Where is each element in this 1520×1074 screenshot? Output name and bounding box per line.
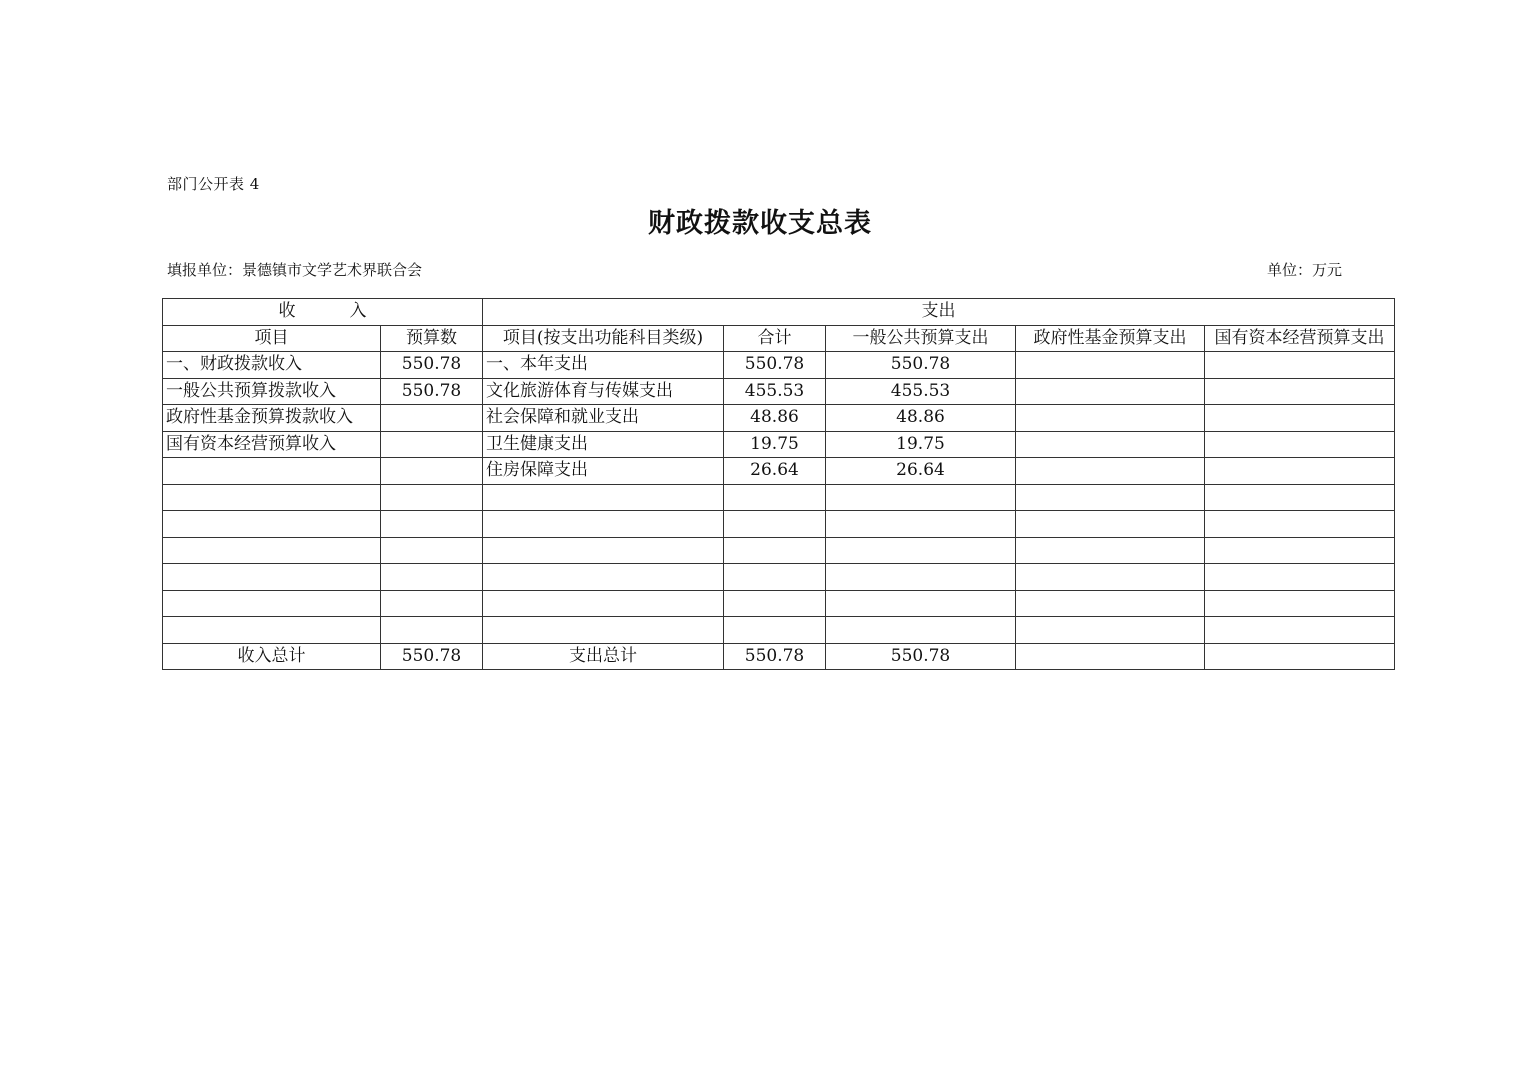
cell-state-capital [1205, 431, 1395, 458]
totals-row [163, 643, 1395, 670]
cell-gov-fund [1016, 537, 1205, 564]
page-title: 财政拨款收支总表 [648, 208, 872, 239]
cell-income-item: 国有资本经营预算收入 [163, 431, 381, 458]
cell-total [724, 617, 826, 644]
income-total-value: 550.78 [381, 643, 483, 670]
cell-general-public: 26.64 [826, 458, 1016, 485]
header-general-public: 一般公共预算支出 [826, 325, 1016, 352]
income-group-header: 收 入 [163, 299, 483, 326]
cell-total [724, 590, 826, 617]
cell-income-item [163, 564, 381, 591]
state-capital-total [1205, 643, 1395, 670]
cell-gov-fund [1016, 511, 1205, 538]
cell-expense-item: 文化旅游体育与传媒支出 [483, 378, 724, 405]
cell-general-public [826, 564, 1016, 591]
cell-state-capital [1205, 378, 1395, 405]
expense-total-label: 支出总计 [483, 643, 724, 670]
header-column-row [163, 325, 1395, 352]
cell-expense-item: 卫生健康支出 [483, 431, 724, 458]
cell-general-public [826, 537, 1016, 564]
cell-income-budget [381, 564, 483, 591]
cell-total [724, 484, 826, 511]
cell-general-public [826, 484, 1016, 511]
header-total: 合计 [724, 325, 826, 352]
cell-expense-item [483, 590, 724, 617]
table-row [163, 405, 1395, 432]
header-income-item: 项目 [163, 325, 381, 352]
cell-income-budget [381, 617, 483, 644]
cell-income-budget [381, 484, 483, 511]
cell-state-capital [1205, 537, 1395, 564]
cell-state-capital [1205, 405, 1395, 432]
header-state-capital: 国有资本经营预算支出 [1205, 325, 1395, 352]
cell-expense-item: 社会保障和就业支出 [483, 405, 724, 432]
cell-income-item [163, 458, 381, 485]
cell-income-budget [381, 511, 483, 538]
table-row [163, 484, 1395, 511]
table-row [163, 352, 1395, 379]
cell-gov-fund [1016, 617, 1205, 644]
cell-general-public [826, 511, 1016, 538]
cell-income-budget: 550.78 [381, 378, 483, 405]
income-total-label: 收入总计 [163, 643, 381, 670]
cell-total [724, 537, 826, 564]
cell-expense-item [483, 617, 724, 644]
cell-income-budget [381, 537, 483, 564]
cell-total [724, 564, 826, 591]
cell-state-capital [1205, 458, 1395, 485]
currency-unit: 单位：万元 [1267, 261, 1343, 279]
cell-income-item [163, 617, 381, 644]
cell-gov-fund [1016, 484, 1205, 511]
cell-expense-item [483, 537, 724, 564]
cell-income-budget [381, 431, 483, 458]
cell-income-item [163, 511, 381, 538]
cell-income-item [163, 537, 381, 564]
cell-total: 26.64 [724, 458, 826, 485]
reporting-unit: 填报单位：景德镇市文学艺术界联合会 [167, 261, 423, 279]
cell-income-budget [381, 590, 483, 617]
table-row [163, 431, 1395, 458]
cell-state-capital [1205, 511, 1395, 538]
table-row [163, 511, 1395, 538]
cell-expense-item [483, 511, 724, 538]
gov-fund-total [1016, 643, 1205, 670]
cell-general-public: 48.86 [826, 405, 1016, 432]
header-income-budget: 预算数 [381, 325, 483, 352]
table-row [163, 564, 1395, 591]
cell-income-budget: 550.78 [381, 352, 483, 379]
header-expense-item: 项目(按支出功能科目类级) [483, 325, 724, 352]
cell-income-item: 政府性基金预算拨款收入 [163, 405, 381, 432]
cell-total [724, 511, 826, 538]
cell-income-item: 一、财政拨款收入 [163, 352, 381, 379]
cell-income-budget [381, 458, 483, 485]
cell-general-public: 455.53 [826, 378, 1016, 405]
table-row [163, 617, 1395, 644]
cell-general-public: 550.78 [826, 352, 1016, 379]
cell-total: 48.86 [724, 405, 826, 432]
cell-income-budget [381, 405, 483, 432]
cell-state-capital [1205, 590, 1395, 617]
cell-general-public [826, 617, 1016, 644]
table-row [163, 378, 1395, 405]
expense-total-value: 550.78 [724, 643, 826, 670]
cell-gov-fund [1016, 378, 1205, 405]
expense-group-header: 支出 [483, 299, 1395, 326]
table-row [163, 590, 1395, 617]
cell-total: 19.75 [724, 431, 826, 458]
cell-expense-item: 一、本年支出 [483, 352, 724, 379]
cell-state-capital [1205, 617, 1395, 644]
cell-total: 550.78 [724, 352, 826, 379]
cell-income-item [163, 484, 381, 511]
cell-income-item [163, 590, 381, 617]
budget-table [162, 298, 1395, 670]
cell-total: 455.53 [724, 378, 826, 405]
table-row [163, 458, 1395, 485]
cell-gov-fund [1016, 405, 1205, 432]
cell-general-public: 19.75 [826, 431, 1016, 458]
cell-state-capital [1205, 352, 1395, 379]
cell-gov-fund [1016, 458, 1205, 485]
cell-gov-fund [1016, 564, 1205, 591]
cell-expense-item: 住房保障支出 [483, 458, 724, 485]
cell-expense-item [483, 484, 724, 511]
cell-state-capital [1205, 484, 1395, 511]
cell-general-public [826, 590, 1016, 617]
header-group-row [163, 299, 1395, 326]
cell-income-item: 一般公共预算拨款收入 [163, 378, 381, 405]
cell-expense-item [483, 564, 724, 591]
table-row [163, 537, 1395, 564]
general-public-total: 550.78 [826, 643, 1016, 670]
header-gov-fund: 政府性基金预算支出 [1016, 325, 1205, 352]
cell-gov-fund [1016, 431, 1205, 458]
cell-state-capital [1205, 564, 1395, 591]
cell-gov-fund [1016, 352, 1205, 379]
cell-gov-fund [1016, 590, 1205, 617]
form-label: 部门公开表 4 [167, 175, 260, 193]
